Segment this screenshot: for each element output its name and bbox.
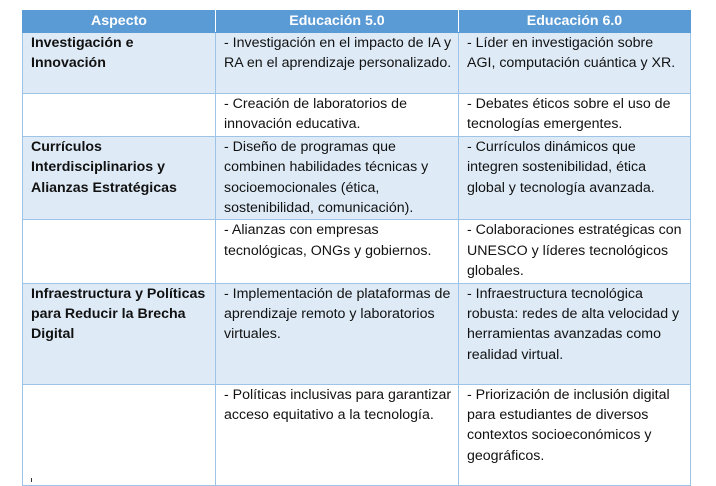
aspect-cell <box>23 94 216 137</box>
edu5-cell: - Diseño de programas que combinen habilidades técnicas y socioemocionales (ética, sostenibilidad, comunicación). <box>216 136 459 220</box>
header-educacion-6: Educación 6.0 <box>459 11 691 33</box>
aspect-cell: Investigación e Innovación <box>23 33 216 94</box>
table-row <box>23 94 691 137</box>
text-cursor <box>31 478 32 482</box>
table-row <box>23 33 691 94</box>
header-row <box>23 11 691 33</box>
aspect-cell <box>23 220 216 283</box>
edu6-cell: - Líder en investigación sobre AGI, computación cuántica y XR. <box>459 33 691 94</box>
edu6-cell: - Currículos dinámicos que integren sostenibilidad, ética global y tecnología avanzada. <box>459 136 691 220</box>
edu6-cell: - Infraestructura tecnológica robusta: redes de alta velocidad y herramientas avanzadas como realidad virtual. <box>459 283 691 384</box>
table-row <box>23 220 691 283</box>
aspect-cell: Currículos Interdisciplinarios y Alianzas Estratégicas <box>23 136 216 220</box>
edu5-cell: - Implementación de plataformas de aprendizaje remoto y laboratorios virtuales. <box>216 283 459 384</box>
header-aspecto: Aspecto <box>23 11 216 33</box>
comparison-table <box>22 10 691 486</box>
aspect-cell: Infraestructura y Políticas para Reducir la Brecha Digital <box>23 283 216 384</box>
table-row <box>23 384 691 485</box>
header-educacion-5: Educación 5.0 <box>216 11 459 33</box>
edu5-cell: - Creación de laboratorios de innovación educativa. <box>216 94 459 137</box>
edu6-cell: - Priorización de inclusión digital para estudiantes de diversos contextos socioeconómicos y geográficos. <box>459 384 691 485</box>
aspect-cell <box>23 384 216 485</box>
edu5-cell: - Investigación en el impacto de IA y RA en el aprendizaje personalizado. <box>216 33 459 94</box>
edu6-cell: - Colaboraciones estratégicas con UNESCO y líderes tecnológicos globales. <box>459 220 691 283</box>
table-row <box>23 136 691 220</box>
edu6-cell: - Debates éticos sobre el uso de tecnologías emergentes. <box>459 94 691 137</box>
edu5-cell: - Alianzas con empresas tecnológicas, ONGs y gobiernos. <box>216 220 459 283</box>
edu5-cell: - Políticas inclusivas para garantizar acceso equitativo a la tecnología. <box>216 384 459 485</box>
table-row <box>23 283 691 384</box>
